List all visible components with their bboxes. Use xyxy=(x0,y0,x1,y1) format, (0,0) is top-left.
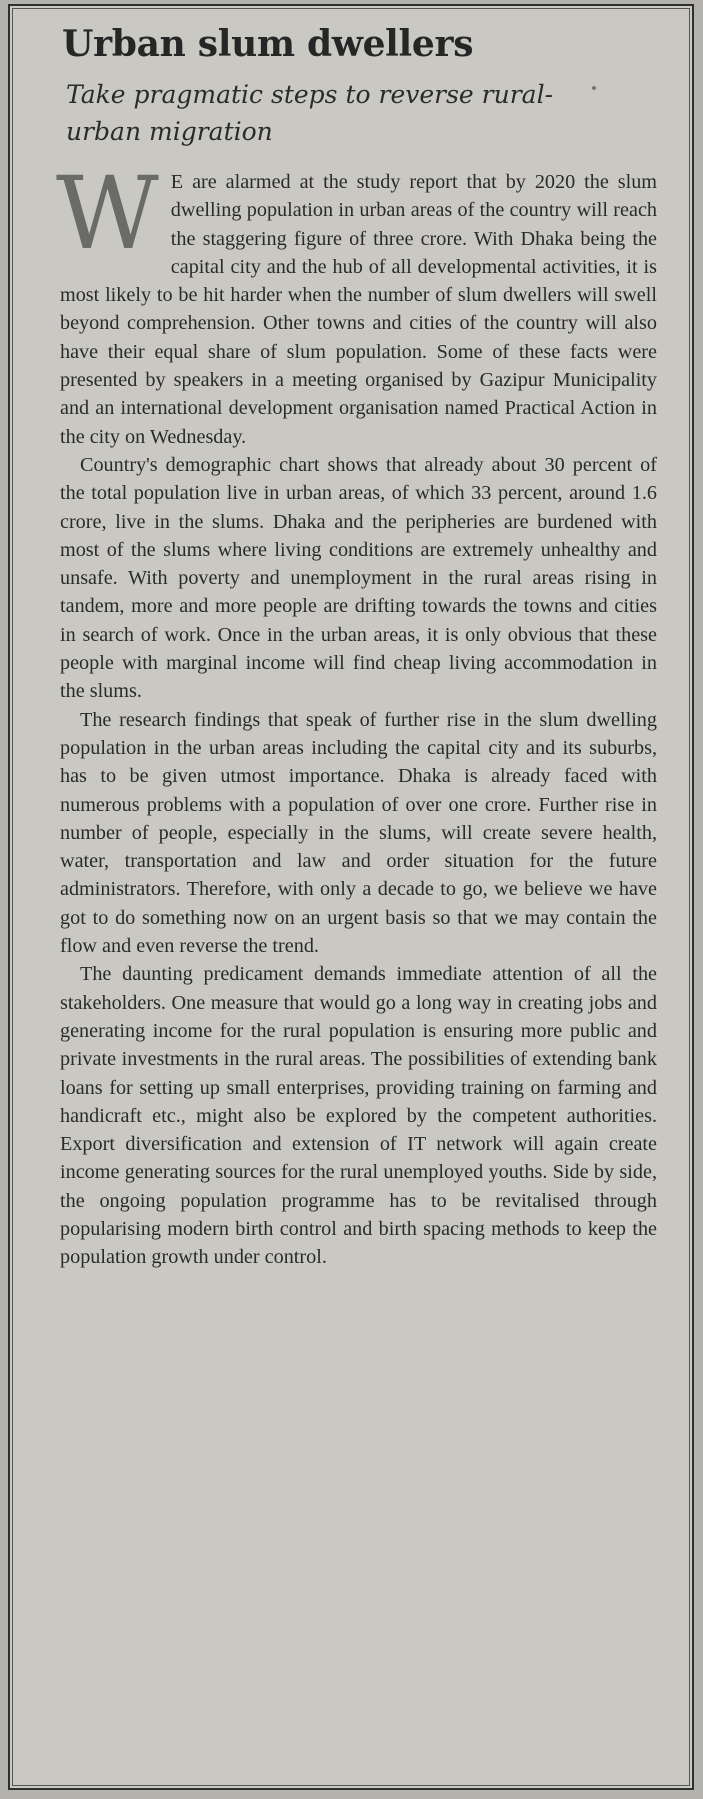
paragraph-3: The research findings that speak of further rise in the slum dwelling population in the urban areas including the capital city and its suburbs, has to be given utmost importance. Dhaka is already faced with numerous problems with a population of over one crore. Further rise in number of people, especially in the slums, will create severe health, water, transportation and law and order situation for the future administrators. Therefore, with only a decade to go, we believe we have got to do something now on an urgent basis so that we may contain the flow and even reverse the trend. xyxy=(60,708,657,958)
headline: Urban slum dwellers xyxy=(62,23,474,65)
drop-cap: W xyxy=(56,155,159,272)
paragraph-1-text: E are alarmed at the study report that by 2020 the slum dwelling population in urban areas of the country will reach the staggering figure of three crore. With Dhaka being the capital city and the hub of all developmental activities, it is most likely to be hit harder when the number of slum dwellers will swell beyond comprehension. Other towns and cities of the country will also have their equal share of slum population. Some of these facts were presented by speakers in a meeting organised by Gazipur Municipality and an international development organisation named Practical Action in the city on Wednesday. xyxy=(60,171,657,448)
editorial-clipping xyxy=(8,4,694,1790)
article-body xyxy=(56,155,657,1272)
subheadline: Take pragmatic steps to reverse rural-urban migration xyxy=(66,80,554,146)
print-speck xyxy=(592,86,596,90)
paragraph-2: Country's demographic chart shows that already about 30 percent of the total population live in urban areas, of which 33 percent, around 1.6 crore, live in the slums. Dhaka and the peripheries are burdened with most of the slums where living conditions are extremely unhealthy and unsafe. With poverty and unemployment in the rural areas rising in tandem, more and more people are drifting towards the towns and cities in search of work. Once in the urban areas, it is only obvious that these people with marginal income will find cheap living accommodation in the slums. xyxy=(60,453,657,703)
paragraph-1 xyxy=(56,155,657,451)
paragraph-4: The daunting predicament demands immediate attention of all the stakeholders. One measure that would go a long way in creating jobs and generating income for the rural population is ensuring more public and private investments in the rural areas. The possibilities of extending bank loans for setting up small enterprises, providing training on farming and handicraft etc., might also be explored by the competent authorities. Export diversification and extension of IT network will again create income generating sources for the rural unemployed youths. Side by side, the ongoing population programme has to be revitalised through popularising modern birth control and birth spacing methods to keep the population growth under control. xyxy=(60,963,657,1269)
